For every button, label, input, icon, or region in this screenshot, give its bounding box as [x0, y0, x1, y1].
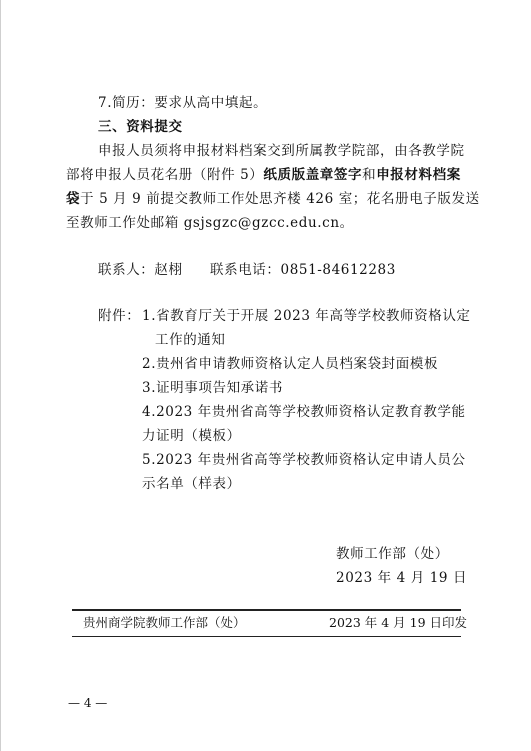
- contact-phone: 联系电话：0851-84612283: [210, 262, 396, 278]
- footer-top-rule: [72, 609, 461, 611]
- paragraph-line-4: 至教师工作处邮箱 gsjsgzc@gzcc.edu.cn。: [66, 215, 354, 231]
- page-number: — 4 —: [68, 696, 108, 710]
- page-edge: [0, 0, 1, 751]
- paragraph-line-1: 申报人员须将申报材料档案交到所属教学院部，由各教学院: [98, 143, 465, 159]
- paragraph-line-3: [66, 189, 480, 209]
- emphasis-paper-version: 纸质版盖章签字: [263, 167, 363, 183]
- attachment-item-1: 1.省教育厅关于开展 2023 年高等学校教师资格认定: [142, 308, 471, 324]
- section-3-heading: 三、资料提交: [98, 119, 183, 135]
- emphasis-materials-bag: 申报材料档案: [376, 167, 461, 183]
- attachment-item-5: 5.2023 年贵州省高等学校教师资格认定申请人员公: [142, 452, 466, 468]
- paragraph-text: 部将申报人员花名册（附件 5）: [66, 167, 264, 183]
- attachment-item-3: 3.证明事项告知承诺书: [142, 380, 283, 396]
- attachment-item-2: 2.贵州省申请教师资格认定人员档案袋封面模板: [142, 356, 439, 372]
- signature-department: 教师工作部（处）: [336, 546, 449, 562]
- attachment-item-4: 4.2023 年贵州省高等学校教师资格认定教育教学能: [142, 404, 466, 420]
- contact-person: 联系人：赵栩: [98, 262, 183, 278]
- item-7-resume: 7.简历：要求从高中填起。: [98, 95, 268, 111]
- signature-date: 2023 年 4 月 19 日: [336, 570, 468, 586]
- attachment-item-1-cont: 工作的通知: [155, 332, 226, 348]
- paragraph-text: 和: [362, 167, 377, 183]
- attachment-item-4-cont: 力证明（模板）: [142, 428, 241, 444]
- footer-issuer: 贵州商学院教师工作部（处）: [83, 615, 246, 630]
- attachment-item-5-cont: 示名单（样表）: [142, 476, 241, 492]
- footer-issue-date: 2023 年 4 月 19 日印发: [329, 615, 468, 630]
- paragraph-line-2: [66, 165, 461, 185]
- paragraph-text: 于 5 月 9 前提交教师工作处思齐楼 426 室；花名册电子版发送: [80, 191, 480, 207]
- footer-bottom-rule: [72, 636, 461, 637]
- attachments-label: 附件：: [98, 308, 141, 324]
- emphasis-bag: 袋: [66, 191, 81, 207]
